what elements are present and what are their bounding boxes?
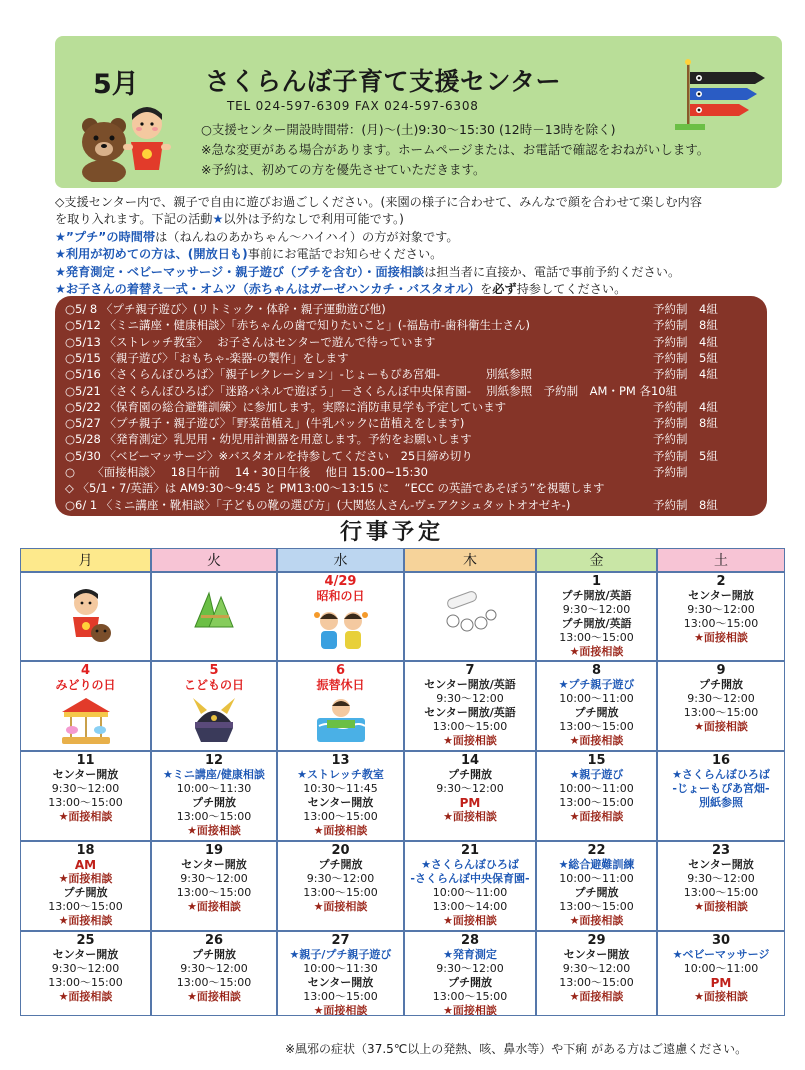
day-number: 28 bbox=[460, 933, 480, 948]
event-line: ★面接相談 bbox=[569, 914, 624, 927]
event-line: 13:00～14:00 bbox=[432, 900, 508, 913]
kintaro-illustration bbox=[115, 104, 177, 182]
event-line: ★面接相談 bbox=[58, 914, 113, 927]
event-line: ★面接相談 bbox=[443, 734, 497, 747]
event-line: 10:00～11:00 bbox=[559, 872, 634, 885]
event-line: ★発育測定 bbox=[443, 948, 497, 961]
event-line: 10:00～11:00 bbox=[432, 886, 508, 899]
day-number: 27 bbox=[331, 933, 350, 948]
page-title: さくらんぼ子育て支援センター bbox=[205, 67, 562, 96]
calendar-day bbox=[657, 661, 785, 751]
event-line: プチ開放/英語 bbox=[561, 589, 632, 602]
event-line: センター開放 bbox=[688, 589, 754, 602]
event-line: 9:30～12:00 bbox=[436, 692, 504, 705]
event-line: 13:00～15:00 bbox=[303, 886, 378, 899]
event-line: センター開放 bbox=[52, 768, 119, 781]
calendar-day bbox=[657, 841, 785, 931]
reservation-notice: ※予約は、初めての方を優先させていただきます。 bbox=[201, 162, 486, 177]
activity-reservation: 予約制 8組 bbox=[653, 318, 718, 333]
intro-line-2a: を取り入れます。下記の活動 bbox=[55, 212, 213, 226]
event-line: 9:30～12:00 bbox=[51, 962, 120, 975]
event-line: ★面接相談 bbox=[569, 810, 624, 823]
contact-numbers: TEL 024-597-6309 FAX 024-597-6308 bbox=[227, 99, 479, 113]
weekday-header: 月 bbox=[20, 548, 151, 572]
event-line: PM bbox=[710, 976, 732, 990]
activity-reservation: 予約制 bbox=[653, 465, 688, 479]
holiday-name: みどりの日 bbox=[55, 678, 116, 692]
calendar-day bbox=[277, 931, 404, 1016]
event-line: 10:00～11:00 bbox=[683, 962, 759, 975]
event-line: 13:00～15:00 bbox=[432, 990, 508, 1003]
day-number: 7 bbox=[465, 663, 475, 678]
day-number: 16 bbox=[711, 753, 731, 768]
kabuto-illustration bbox=[152, 694, 276, 751]
day-number: 14 bbox=[460, 753, 480, 768]
event-line: 13:00～15:00 bbox=[559, 900, 634, 913]
schedule-title: 行事予定 bbox=[340, 520, 445, 545]
activity-reservation: 予約制 4組 bbox=[653, 367, 718, 382]
calendar-day bbox=[404, 931, 536, 1016]
event-line: 9:30～12:00 bbox=[562, 603, 631, 616]
event-line: プチ開放 bbox=[318, 858, 363, 871]
calendar-day bbox=[404, 572, 536, 661]
calendar-day bbox=[277, 751, 404, 841]
event-line: プチ開放 bbox=[699, 678, 743, 691]
kids-illustration bbox=[278, 605, 403, 659]
event-line: センター開放 bbox=[52, 948, 119, 961]
calendar-day bbox=[151, 572, 277, 661]
event-line: 13:00～15:00 bbox=[176, 976, 252, 989]
event-line: ★面接相談 bbox=[694, 720, 748, 733]
koinobori-illustration bbox=[675, 58, 770, 130]
activity-reservation: 予約制 4組 bbox=[653, 399, 718, 414]
event-line: ★ミニ講座/健康相談 bbox=[163, 768, 265, 781]
day-number: 12 bbox=[204, 753, 224, 768]
event-line: ★面接相談 bbox=[694, 900, 748, 913]
event-line: 13:00～15:00 bbox=[303, 810, 378, 823]
day-number: 8 bbox=[591, 663, 602, 678]
calendar bbox=[20, 548, 785, 1016]
event-line: プチ開放 bbox=[63, 886, 108, 899]
activity-item: ○5/28 〈発育測定〉乳児用・幼児用計測器を用意します。予約をお願いします bbox=[65, 432, 472, 447]
weekday-header: 木 bbox=[404, 548, 536, 572]
day-number: 22 bbox=[587, 843, 606, 858]
activity-item: ○5/16 〈さくらんぼひろば〉「親子レクレーション」-じょーもぴあ宮畑- 別紙参照 bbox=[65, 367, 532, 382]
event-line: ★親子/プチ親子遊び bbox=[289, 948, 392, 961]
day-number: 29 bbox=[587, 933, 606, 948]
intro-line-4b: 事前にお電話でお知らせください。 bbox=[247, 247, 443, 261]
intro-line-3b: は（ねんねのあかちゃん～ハイハイ）の方が対象です。 bbox=[155, 230, 459, 244]
event-line: 10:30～11:45 bbox=[303, 782, 378, 795]
event-line: 10:00～11:00 bbox=[559, 692, 634, 705]
event-line: 13:00～15:00 bbox=[559, 720, 634, 733]
activity-item: ○ 〈面接相談〉 18日午前 14・30日午後 他日 15:00~15:30 bbox=[65, 465, 428, 479]
event-line: ★面接相談 bbox=[313, 824, 368, 837]
activity-reservation: 予約制 5組 bbox=[653, 350, 718, 365]
intro-line-6c: 必ず bbox=[492, 282, 517, 296]
calendar-day bbox=[151, 661, 277, 751]
event-line: 9:30～12:00 bbox=[306, 872, 375, 885]
chimaki-illustration bbox=[152, 587, 276, 637]
calendar-day bbox=[20, 572, 151, 661]
calendar-day bbox=[404, 661, 536, 751]
activity-reservation: 予約制 4組 bbox=[653, 302, 718, 316]
activity-item: ○5/ 8 〈プチ親子遊び〉(リトミック・体幹・親子運動遊び他) bbox=[65, 302, 386, 316]
intro-line-4a: ★利用が初めての方は、(開放日も) bbox=[55, 247, 248, 261]
event-line: ★総合避難訓練 bbox=[558, 858, 635, 871]
pool-illustration bbox=[278, 694, 403, 750]
event-line: 13:00～15:00 bbox=[432, 720, 508, 733]
day-number: 9 bbox=[716, 663, 726, 678]
event-line: 13:00～15:00 bbox=[559, 976, 634, 989]
opening-hours: ○支援センター開設時間帯：(月)～(土)9:30～15:30 (12時－13時を除く) bbox=[201, 122, 616, 137]
event-line: 9:30～12:00 bbox=[51, 782, 120, 795]
event-line: 9:30～12:00 bbox=[180, 962, 248, 975]
carousel-illustration bbox=[21, 694, 150, 751]
day-number: 13 bbox=[331, 753, 350, 768]
event-line: ★面接相談 bbox=[313, 1004, 368, 1016]
activity-item: ○5/12 〈ミニ講座・健康相談〉「赤ちゃんの歯で知りたいこと」(-福島市-歯科衛生士さん) bbox=[65, 318, 531, 333]
event-line: ★さくらんぼひろば bbox=[421, 858, 519, 871]
month-label: 5月 bbox=[93, 69, 139, 100]
event-line: プチ開放 bbox=[192, 948, 236, 961]
activity-item: ○6/ 1 〈ミニ講座・靴相談〉「子どもの靴の選び方」(大関悠人さん-ヴェアクシュタットオオゼキ-) bbox=[65, 497, 571, 512]
event-line: 13:00～15:00 bbox=[48, 796, 123, 809]
event-line: プチ開放 bbox=[192, 796, 236, 809]
calendar-day bbox=[277, 661, 404, 751]
event-line: プチ開放 bbox=[448, 768, 492, 781]
event-line: 9:30～12:00 bbox=[436, 962, 504, 975]
event-line: 9:30～12:00 bbox=[687, 872, 755, 885]
event-line: 9:30～12:00 bbox=[687, 692, 755, 705]
activity-item: ○5/27 〈プチ親子・親子遊び〉「野菜苗植え」(牛乳パックに苗植えをします) bbox=[65, 416, 465, 431]
event-line: 9:30～12:00 bbox=[562, 962, 631, 975]
event-line: ★面接相談 bbox=[187, 900, 241, 913]
intro-line-4 bbox=[55, 246, 785, 263]
intro-line-6b: を bbox=[480, 282, 493, 296]
event-line: プチ開放 bbox=[448, 976, 492, 989]
day-number: 30 bbox=[711, 933, 731, 948]
calendar-day bbox=[536, 572, 657, 661]
event-line: ★面接相談 bbox=[313, 900, 368, 913]
event-line: ★面接相談 bbox=[569, 990, 624, 1003]
event-line: ★面接相談 bbox=[694, 990, 748, 1003]
weekday-header: 土 bbox=[657, 548, 785, 572]
event-line: 10:00～11:00 bbox=[559, 782, 634, 795]
calendar-day bbox=[277, 572, 404, 661]
day-number: 4 bbox=[80, 663, 91, 678]
intro-line-3a: ★”プチ”の時間帯 bbox=[55, 230, 156, 244]
event-line: ★面接相談 bbox=[443, 1004, 497, 1016]
calendar-day bbox=[536, 661, 657, 751]
event-line: 13:00～15:00 bbox=[559, 631, 634, 644]
event-line: 10:00～11:30 bbox=[176, 782, 252, 795]
activity-item: ◇ 〈5/1・7/英語〉は AM9:30～9:45 と PM13:00～13:15 に “ECC の英語であそぼう”を視聴します bbox=[65, 481, 605, 496]
event-line: ★さくらんぼひろば bbox=[672, 768, 770, 781]
event-line: -さくらんぼ中央保育園- bbox=[410, 872, 530, 885]
day-number: 25 bbox=[76, 933, 95, 948]
activity-item: ○5/30 〈ベビーマッサージ〉※バスタオルを持参してください 25日締め切り bbox=[65, 448, 473, 463]
health-notice: ※風邪の症状（37.5℃以上の発熱、咳、鼻水等）や下痢 がある方はご遠慮ください。 bbox=[285, 1042, 748, 1056]
event-line: ★面接相談 bbox=[694, 631, 748, 644]
calendar-day bbox=[657, 751, 785, 841]
holiday-name: 昭和の日 bbox=[316, 589, 365, 603]
activity-reservation: 予約制 8組 bbox=[653, 416, 718, 431]
calendar-day bbox=[536, 841, 657, 931]
intro-line-2 bbox=[55, 211, 785, 228]
event-line: 9:30～12:00 bbox=[180, 872, 248, 885]
calendar-day bbox=[536, 751, 657, 841]
day-number: 21 bbox=[460, 843, 480, 858]
activity-item: ○5/22 〈保育園の総合避難訓練〉に参加します。実際に消防車見学も予定しています bbox=[65, 399, 507, 414]
holiday-name: 振替休日 bbox=[316, 678, 365, 692]
intro-line-1: ◇支援センター内で、親子で自由に遊びお過ごしください。(来園の様子に合わせて、みんなで顔を合わせて楽しむ内容 bbox=[55, 195, 702, 209]
calendar-day bbox=[657, 572, 785, 661]
event-line: センター開放 bbox=[688, 858, 754, 871]
holiday-name: こどもの日 bbox=[183, 678, 244, 692]
activity-reservation: 予約制 5組 bbox=[653, 448, 718, 463]
intro-line-5a: ★発育測定・ベビーマッサージ・親子遊び（プチを含む）・面接相談 bbox=[55, 265, 425, 279]
calendar-day bbox=[20, 751, 151, 841]
day-number: 26 bbox=[204, 933, 224, 948]
event-line: ★親子遊び bbox=[569, 768, 624, 781]
event-line: ★面接相談 bbox=[569, 645, 624, 658]
calendar-day bbox=[404, 841, 536, 931]
event-line: AM bbox=[74, 858, 97, 872]
event-line: ★面接相談 bbox=[569, 734, 624, 747]
day-number: 23 bbox=[711, 843, 731, 858]
event-line: センター開放 bbox=[181, 858, 247, 871]
event-line: ★面接相談 bbox=[443, 810, 497, 823]
activity-item: ○5/15 〈親子遊び〉「おもちゃ-楽器-の製作」をします bbox=[65, 350, 349, 365]
intro-line-2b: 以外は予約なしで利用可能です。) bbox=[223, 212, 404, 226]
event-line: 別紙参照 bbox=[699, 796, 743, 809]
calendar-day bbox=[20, 931, 151, 1016]
intro-line-2-star: ★ bbox=[212, 212, 224, 226]
day-number: 4/29 bbox=[324, 574, 357, 589]
event-line: 13:00～15:00 bbox=[303, 990, 378, 1003]
day-number: 19 bbox=[204, 843, 224, 858]
weekday-header: 火 bbox=[151, 548, 277, 572]
day-number: 11 bbox=[76, 753, 95, 768]
event-line: センター開放/英語 bbox=[424, 706, 516, 719]
event-line: ★面接相談 bbox=[58, 872, 113, 885]
day-number: 1 bbox=[591, 574, 602, 589]
event-line: 13:00～15:00 bbox=[176, 886, 252, 899]
event-line: プチ開放 bbox=[574, 886, 619, 899]
intro-line-6d: 持参してください。 bbox=[516, 282, 627, 296]
event-line: 13:00～15:00 bbox=[683, 617, 759, 630]
event-line: 13:00～15:00 bbox=[683, 886, 759, 899]
event-line: ★ベビーマッサージ bbox=[672, 948, 770, 961]
change-notice: ※急な変更がある場合があります。ホームページまたは、お電話で確認をおねがいします。 bbox=[201, 142, 710, 157]
calendar-day bbox=[536, 931, 657, 1016]
event-line: センター開放 bbox=[307, 796, 374, 809]
event-line: 9:30～12:00 bbox=[687, 603, 755, 616]
event-line: 13:00～15:00 bbox=[559, 796, 634, 809]
day-number: 2 bbox=[716, 574, 726, 589]
day-number: 15 bbox=[587, 753, 606, 768]
calendar-day bbox=[404, 751, 536, 841]
event-line: ★面接相談 bbox=[187, 990, 241, 1003]
calendar-day bbox=[20, 841, 151, 931]
event-line: ★面接相談 bbox=[187, 824, 241, 837]
event-line: プチ開放 bbox=[574, 706, 619, 719]
event-line: ★面接相談 bbox=[58, 810, 113, 823]
intro-line-6a: ★お子さんの着替え一式・オムツ（赤ちゃんはガーゼハンカチ・バスタオル） bbox=[55, 282, 481, 296]
event-line: 13:00～15:00 bbox=[683, 706, 759, 719]
day-number: 18 bbox=[76, 843, 95, 858]
day-number: 5 bbox=[209, 663, 219, 678]
kintaro-illustration bbox=[21, 587, 150, 647]
event-line: 13:00～15:00 bbox=[48, 900, 123, 913]
intro-line-5 bbox=[55, 264, 785, 281]
event-line: センター開放 bbox=[563, 948, 630, 961]
calendar-day bbox=[151, 841, 277, 931]
calendar-day bbox=[657, 931, 785, 1016]
activity-list bbox=[55, 296, 767, 516]
header-panel bbox=[55, 36, 782, 188]
day-number: 6 bbox=[335, 663, 346, 678]
weekday-header: 水 bbox=[277, 548, 404, 572]
event-line: ★面接相談 bbox=[58, 990, 113, 1003]
weekday-header: 金 bbox=[536, 548, 657, 572]
event-line: 13:00～15:00 bbox=[176, 810, 252, 823]
activity-item: ○5/13 〈ストレッチ教室〉 お子さんはセンターで遊んで待っています bbox=[65, 334, 436, 349]
event-line: ★ストレッチ教室 bbox=[297, 768, 384, 781]
dango-illustration bbox=[405, 587, 535, 639]
calendar-day bbox=[151, 751, 277, 841]
event-line: センター開放 bbox=[307, 976, 374, 989]
event-line: ★面接相談 bbox=[443, 914, 497, 927]
activity-reservation: 予約制 4組 bbox=[653, 334, 718, 349]
event-line: 9:30～12:00 bbox=[436, 782, 504, 795]
activity-reservation: 予約制 8組 bbox=[653, 497, 718, 512]
calendar-day bbox=[277, 841, 404, 931]
calendar-day bbox=[20, 661, 151, 751]
event-line: 10:00～11:30 bbox=[303, 962, 378, 975]
event-line: プチ開放/英語 bbox=[561, 617, 632, 630]
activity-item: ○5/21 〈さくらんぼひろば〉「迷路パネルで遊ぼう」－さくらんぼ中央保育園- 別紙参照 予約制 AM・PM 各10組 bbox=[65, 383, 678, 398]
event-line: 13:00～15:00 bbox=[48, 976, 123, 989]
event-line: -じょーもぴあ宮畑- bbox=[672, 782, 770, 795]
intro-line-3 bbox=[55, 229, 785, 246]
intro-line-5b: は担当者に直接か、電話で事前予約ください。 bbox=[424, 265, 681, 279]
event-line: ★プチ親子遊び bbox=[558, 678, 635, 691]
event-line: PM bbox=[459, 796, 481, 810]
day-number: 20 bbox=[331, 843, 350, 858]
activity-reservation: 予約制 bbox=[653, 432, 688, 447]
event-line: センター開放/英語 bbox=[424, 678, 516, 691]
calendar-day bbox=[151, 931, 277, 1016]
